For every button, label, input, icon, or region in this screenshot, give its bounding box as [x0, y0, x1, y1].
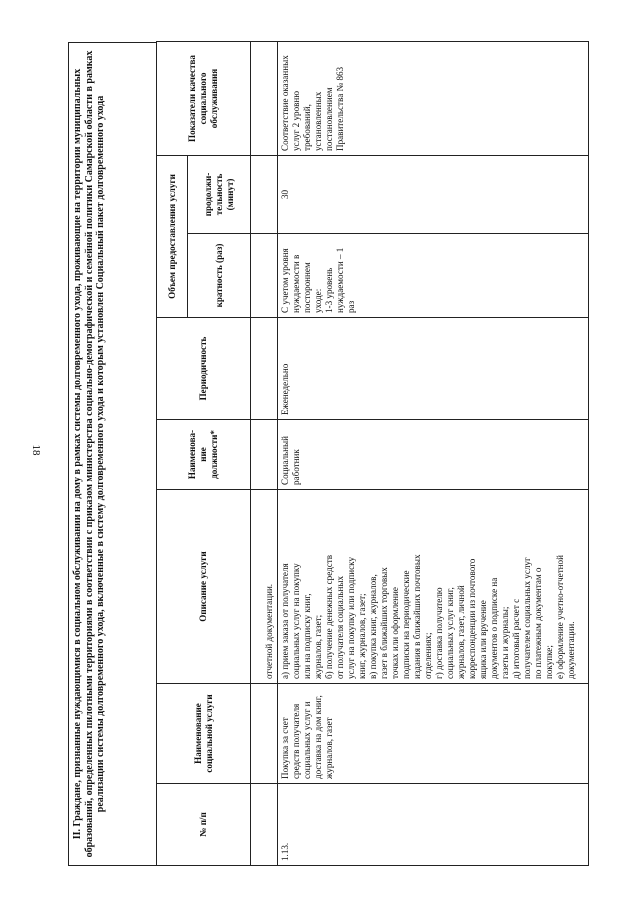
services-table — [156, 41, 589, 866]
header-periodicity: Периодичность — [157, 318, 251, 420]
description-line: газеты и журналы; — [500, 606, 510, 679]
description-line: получателем социальных услуг — [522, 557, 532, 679]
description-line: от получателя социальных — [335, 575, 345, 679]
description-line: покупке; — [544, 645, 554, 679]
continuation-row — [251, 42, 278, 866]
row-frequency: С учетом уровня нуждаемости в постороннем уходе: 1-3 уровень нуждаемости – 1 раз — [278, 234, 589, 318]
description-line: г) доставка получателю — [434, 587, 444, 679]
row-quality: Соответствие оказанных услуг 2 уровню требований, установленных постановлением Правительства № 863 — [278, 42, 589, 156]
description-line: точках или оформление — [390, 587, 400, 679]
description-line: по платежным документам о — [533, 567, 543, 679]
description-line: б) получение денежных средств — [324, 554, 334, 679]
page-number: 18 — [30, 444, 42, 456]
description-line: социальных услуг книг, — [445, 587, 455, 679]
description-line: журналов, газет; — [313, 614, 323, 679]
description-line: или на подписку книг, — [302, 593, 312, 679]
header-description: Описание услуги — [157, 490, 251, 684]
row-periodicity: Еженедельно — [278, 318, 589, 420]
header-service-name: Наименование социальной услуги — [157, 684, 251, 784]
row-duration: 30 — [278, 156, 589, 234]
description-line: журналов, газет, личной — [456, 585, 466, 679]
header-position: Наименова-ние должности* — [157, 420, 251, 490]
description-line: отделениях; — [423, 632, 433, 679]
header-volume-group: Объем предоставления услуги — [157, 156, 188, 318]
description-line: е) оформление учетно-отчетной — [555, 555, 565, 679]
header-num: № п/п — [157, 784, 251, 866]
description-line: услуг на покупку или подписку — [346, 556, 356, 679]
description-line: социальных услуг на покупку — [291, 563, 301, 679]
description-line: корреспонденции из почтового — [467, 558, 477, 679]
header-quality: Показатели качества социального обслуживания — [157, 42, 251, 156]
row-description — [278, 490, 589, 684]
description-line: издания в ближайших почтовых — [412, 554, 422, 679]
row-position: Социальный работник — [278, 420, 589, 490]
description-line: подписки на периодические — [401, 570, 411, 679]
row-number: 1.13. — [278, 784, 589, 866]
header-frequency: кратность (раз) — [188, 234, 251, 318]
table-row — [278, 42, 589, 866]
description-line: в) покупка книг, журналов, — [368, 574, 378, 679]
header-duration: продолжи-тельность (минут) — [188, 156, 251, 234]
description-line: газет в ближайших торговых — [379, 567, 389, 679]
description-line: книг, журналов, газет; — [357, 593, 367, 679]
header-row-1 — [157, 42, 188, 866]
rotated-page-content — [68, 42, 584, 866]
continuation-text: отчетной документации. — [251, 490, 278, 684]
description-line: а) прием заказа от получателя — [280, 563, 290, 679]
description-line: д) итоговый расчет с — [511, 598, 521, 679]
section-heading: II. Граждане, признанные нуждающимися в социальном обслуживании на дому в рамках системы долговременного ухода, проживающие на территории муниципальных образований, определенных пилотными территориями в соответствии с приказом министерства социально-демографической и семейной политики Самарской области в рамках реализации системы долговременного ухода, включенные в систему долговременного ухода и которым установлен Социальный пакет долговременного ухода — [68, 42, 156, 866]
description-line: документов о подписке на — [489, 577, 499, 679]
description-line: ящика или вручение — [478, 600, 488, 679]
description-line: документации. — [566, 621, 576, 679]
row-service-name: Покупка за счет средств получателя социальных услуг и доставка на дом книг, журналов, газет — [278, 684, 589, 784]
